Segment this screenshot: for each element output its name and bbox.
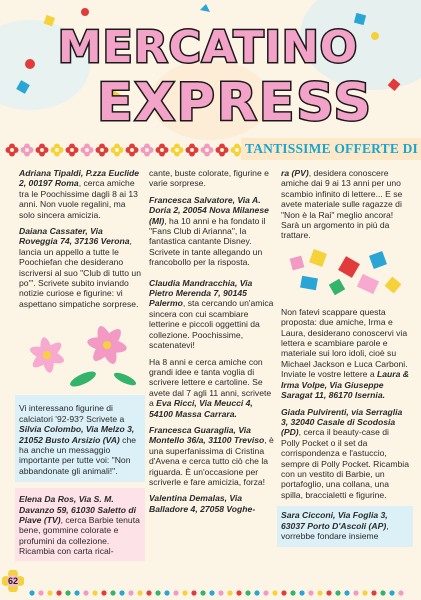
- border-dot: [254, 590, 259, 595]
- border-flower-icon: [36, 144, 49, 157]
- border-dot: [164, 590, 169, 595]
- logo-line2: EXPRESS: [97, 73, 373, 133]
- listing: Daiana Cassater, Via Roveggia 74, 37136 Verona, lancia un appello a tutte le Poochiefan che desiderano iscriversi al suo "Club di tutto un po'". Scrivete subito inviando notizie curiose e figurine: vi aspettano simpatiche sorprese.: [19, 226, 141, 309]
- border-dot: [200, 590, 205, 595]
- flower-icon: [28, 337, 66, 375]
- paper-shape: [338, 256, 360, 278]
- border-flower-icon: [201, 144, 214, 157]
- listing: Adriana Tipaldi, P.zza Euclide 2, 00197 Roma, cerca amiche tra le Poochissime dagli 8 ai 13 anni. Non vuole regalini, ma solo sincera amicizia.: [19, 168, 140, 220]
- column-1: [19, 168, 141, 567]
- border-dot: [353, 590, 358, 595]
- border-flower-icon: [171, 144, 184, 157]
- border-dot: [155, 590, 160, 595]
- listing-panel: Vi interessano figurine di calciatori '92-93? Scrivete a Silvia Colombo, Via Melzo 3, 21052 Busto Arsizio (VA) che ha anche un messaggio importante per tutte voi: "Non abbandonate gli animali!".: [15, 395, 145, 482]
- border-dot: [65, 590, 70, 595]
- border-dot: [389, 590, 394, 595]
- paper-shape: [309, 249, 327, 267]
- border-dot: [308, 590, 313, 595]
- border-dot: [38, 590, 43, 595]
- border-dot: [272, 590, 277, 595]
- listing: Francesca Salvatore, Via A. Doria 2, 20054 Nova Milanese (MI), ha 10 anni e ha fondato il "Fans Club di Arianna", la fantastica cantante Disney. Scrivete in tante allegando un francobollo per la risposta.: [149, 194, 269, 268]
- column-2: [149, 168, 276, 520]
- border-dot: [47, 590, 52, 595]
- border-dot: [326, 590, 331, 595]
- border-dot: [380, 590, 385, 595]
- page-number: 62: [2, 570, 24, 592]
- listing: Valentina Demalas, Via Balladore 4, 27058 Voghe-: [149, 493, 256, 514]
- border-dot: [56, 590, 61, 595]
- listing: cante, buste colorate, figurine e varie sorprese.: [149, 168, 269, 189]
- border-dot: [299, 590, 304, 595]
- border-dot: [146, 590, 151, 595]
- border-dot: [83, 590, 88, 595]
- leaf-icon: [68, 369, 137, 390]
- paper-shape: [357, 274, 379, 294]
- paper-shape: [290, 255, 305, 270]
- border-dot: [290, 590, 295, 595]
- border-dot: [101, 590, 106, 595]
- pink-flowers-illustration: [19, 315, 141, 395]
- border-dot: [74, 590, 79, 595]
- border-dot: [344, 590, 349, 595]
- listing: Claudia Mandracchia, Via Pietro Merenda 7, 90145 Palermo, sta cercando un'amica sincera con cui scambiare letterine e piccoli oggettini da collezione. Poochissime, scatenatevi!: [149, 277, 274, 351]
- paper-shape: [369, 251, 387, 269]
- border-flower-icon: [66, 144, 79, 157]
- paper-shape: [385, 276, 402, 293]
- border-dot: [218, 590, 223, 595]
- border-dot: [362, 590, 367, 595]
- border-flower-icon: [156, 144, 169, 157]
- listing: ra (PV), desidera conoscere amiche dai 9 ai 13 anni per uno scambio infinito di lettere... E se avete materiale sulle ragazze di "Non è la Rai" meglio ancora! Sarà un argomento in più da trattare.: [281, 168, 403, 241]
- border-dot: [317, 590, 322, 595]
- border-flower-icon: [81, 144, 94, 157]
- border-dot: [137, 590, 142, 595]
- border-flower-icon: [141, 144, 154, 157]
- confetti-shape: [371, 32, 379, 40]
- border-flower-icon: [126, 144, 139, 157]
- border-flower-icon: [96, 144, 109, 157]
- bottom-dot-border: [2, 588, 421, 598]
- border-dot: [209, 590, 214, 595]
- listing-panel: Elena Da Ros, Via S. M. Davanzo 59, 61030 Saletto di Piave (TV), cerca Barbie tenuta bene, gommine colorate e profumini da collezione. Ricambia con carta rical-: [15, 488, 145, 560]
- paper-shape: [300, 276, 318, 291]
- border-dot: [263, 590, 268, 595]
- listing-panel: Sara Cicconi, Via Foglia 3, 63037 Porto D'Ascoli (AP), vorrebbe fondare insieme: [277, 506, 413, 547]
- border-dot: [173, 590, 178, 595]
- border-dot: [236, 590, 241, 595]
- listing: Non fatevi scappare questa proposta: due amiche, Irma e Laura, desiderano conoscervi via lettera e scambiare parole e materiale sui loro idoli, cioè su Michael Jackson e Luca Carboni. Inviate le vostre lettere a Laura & Irma Volpe, Via Giuseppe Saragat 11, 86170 Isernia.: [281, 306, 410, 401]
- flower-border-icon: [4, 142, 244, 158]
- border-dot: [227, 590, 232, 595]
- border-dot: [191, 590, 196, 595]
- confetti-shape: [200, 4, 210, 12]
- column-3: [281, 168, 409, 553]
- confetti-shape: [25, 59, 35, 69]
- banner-title: TANTISSIME OFFERTE DI: [241, 138, 421, 160]
- confetti-shape: [81, 8, 89, 16]
- border-dot: [245, 590, 250, 595]
- paper-shape: [329, 279, 345, 295]
- border-dot: [182, 590, 187, 595]
- confetti-shape: [16, 80, 30, 94]
- colored-papers-illustration: [281, 247, 409, 303]
- mercatino-express-logo: [0, 0, 421, 134]
- border-flower-icon: [216, 144, 229, 157]
- border-flower-icon: [111, 144, 124, 157]
- listing: Francesca Guaraglia, Via Montello 36/a, 31100 Treviso, è una superfanissima di Cristina d'Avena e cerca tutto ciò che la riguarda. È un'occasione per scriverle e fare amicizia, forza!: [149, 424, 274, 487]
- confetti-shape: [388, 78, 401, 91]
- border-flower-icon: [6, 144, 19, 157]
- listing: Giada Pulvirenti, via Serraglia 3, 32040 Casale di Scodosia (PD), cerca il beauty-case di Polly Pocket o il set da corrispondenza e l'astuccio, sempre di Polly Pocket. Ricambia con un vestito di Barbie, un portafoglio, una collana, una spilla, braccialetti e figurine.: [281, 406, 409, 500]
- border-dot: [335, 590, 340, 595]
- border-dot: [110, 590, 115, 595]
- confetti-shape: [44, 15, 56, 27]
- logo-line1: MERCATINO: [57, 22, 359, 73]
- border-dot: [29, 590, 34, 595]
- flower-icon: [86, 324, 128, 366]
- border-flower-icon: [51, 144, 64, 157]
- border-dot: [119, 590, 124, 595]
- border-dot: [398, 590, 403, 595]
- border-dot: [371, 590, 376, 595]
- border-dot: [281, 590, 286, 595]
- listing: Ha 8 anni e cerca amiche con grandi idee e tanta voglia di scrivere lettere e cartoline. Se avete dal 7 agli 11 anni, scrivete a Eva Ricci, Via Meucci 4, 54100 Massa Carrara.: [149, 356, 272, 419]
- border-dot: [128, 590, 133, 595]
- border-flower-icon: [21, 144, 34, 157]
- border-flower-icon: [186, 144, 199, 157]
- section-banner: [2, 135, 421, 167]
- border-dot: [92, 590, 97, 595]
